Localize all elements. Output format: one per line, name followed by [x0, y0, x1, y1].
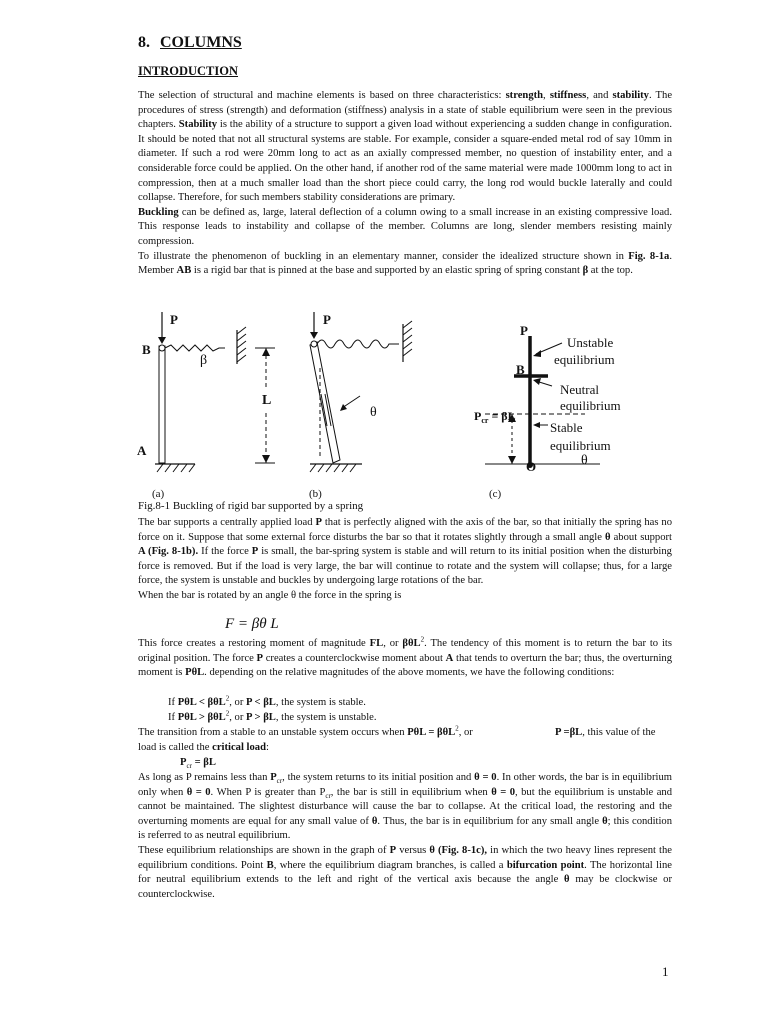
- label-c-theta: θ: [581, 453, 588, 468]
- equilibrium-text-block: [138, 771, 672, 902]
- condition-stable: If PθL < βθL$^2$, or P < βL, the system is stable.: [168, 694, 366, 708]
- paragraph-as-long: As long as P remains less than $P_{cr}$, the system returns to its initial position and θ = 0. In other words, the bar is in equilibrium only when θ = 0. When P is greater than $P_{cr}$, the bar is still in equilibrium when θ = 0, but the equilibrium is unstable and cannot be maintained. The slightest disturbance will cause the bar to collapse. At the critical load, the restoring and the overturning moments are equal for any small value of θ. Thus, the bar is in equilibrium for any small angle θ; this condition is referred to as neutral equilibrium.: [138, 772, 673, 842]
- paragraph-bar: The bar supports a centrally applied load P that is perfectly aligned with the axis of the bar, so that initially the spring has no force on it. Suppose that some external force disturbs the bar so that it rotates slightly through a small angle θ about support A (Fig. 8-1b). If the force P is small, the bar-spring system is stable and will return to its initial position when the disturbing force is removed. But if the load is very large, the bar will continue to rotate and the system will collapse; thus, for a large force, the system is unstable and buckles by undergoing large rotations of the bar.: [138, 517, 672, 587]
- paragraph-spring-force: When the bar is rotated by an angle θ the force in the spring is: [138, 589, 402, 601]
- diagram-a: [137, 312, 275, 500]
- caption-c: (c): [489, 488, 502, 500]
- diagram-c: [474, 323, 621, 500]
- label-neutral-2: equilibrium: [560, 398, 621, 413]
- bar-text-block: [138, 516, 672, 604]
- paragraph-moment: This force creates a restoring moment of magnitude FL, or βθL$^2$. The tendency of this moment is to return the bar to its original position. The force P creates a counterclockwise moment about A that tends to overturn the bar; thus, the overturning moment is PθL. depending on the relative magnitudes of the above moments, we have the following conditions:: [138, 635, 673, 679]
- paragraph-buckling: Buckling can be defined as, large, lateral deflection of a column owing to a small increase in an existing compressive load. This response leads to instability and collapse of the member. Columns are long, slender members resisting mainly compression.: [138, 206, 672, 247]
- paragraph-transition-line1-end: P =βL, this value of the: [555, 727, 656, 738]
- caption-a: (a): [152, 488, 165, 500]
- chapter-title: COLUMNS: [160, 34, 242, 51]
- label-a-l: L: [262, 393, 272, 408]
- intro-text-block: [138, 89, 672, 279]
- condition-unstable: If PθL > βθL$^2$, or P > βL, the system is unstable.: [168, 709, 377, 723]
- label-a-b: B: [142, 342, 151, 357]
- paragraph-illustrate: To illustrate the phenomenon of buckling in an elementary manner, consider the idealized structure shown in Fig. 8-1a. Member AB is a rigid bar that is pinned at the base and supported by an elastic spring of spring constant β at the top.: [138, 250, 672, 277]
- label-c-o: O: [526, 459, 537, 474]
- label-c-p: P: [520, 323, 528, 338]
- label-neutral-1: Neutral: [560, 382, 599, 397]
- figure-8-1: [130, 308, 650, 513]
- label-a-beta: β: [200, 353, 208, 368]
- label-stable-1: Stable: [550, 420, 583, 435]
- chapter-heading: [138, 34, 242, 52]
- moment-text-block: [138, 637, 672, 681]
- diagram-b: [309, 312, 412, 500]
- figure-caption: Fig.8-1 Buckling of rigid bar supported by a spring: [138, 500, 364, 512]
- caption-b: (b): [309, 488, 322, 500]
- label-b-theta: θ: [370, 405, 377, 420]
- label-a-a: A: [137, 443, 147, 458]
- paragraph-graph: These equilibrium relationships are shown in the graph of P versus θ (Fig. 8-1c), in which the two heavy lines represent the equilibrium conditions. Point B, where the equilibrium diagram branches, is called a bifurcation point. The horizontal line for neutral equilibrium extends to the left and right of the vertical axis because the angle θ may be clockwise or counterclockwise.: [138, 844, 672, 900]
- label-unstable-1: Unstable: [567, 335, 614, 350]
- critical-load-formula: $P_{cr} = \beta L$: [180, 757, 216, 771]
- label-b-p: P: [323, 312, 331, 327]
- label-a-p: P: [170, 312, 178, 327]
- page-number: 1: [662, 964, 669, 979]
- section-title: INTRODUCTION: [138, 64, 239, 78]
- paragraph-intro: The selection of structural and machine elements is based on three characteristics: strength, stiffness, and stability. The procedures of stress (strength) and deformation (stiffness) analysis in a state of stable equilibrium were seen in the previous chapters. Stability is the ability of a structure to support a given load without experiencing a sudden change in configuration. It should be noted that not all structural systems are stable. For example, consider a square-ended metal rod of say 10mm in diameter. If such a rod were 20mm long to act as an axially compressed member, no question of instability enter, and a considerable force could be applied. On the other hand, if another rod of the same material were made 1000mm long to act in compression, then at a much smaller load than the short piece could carry, the long rod would buckle laterally and could collapse. Therefore, for such members stability considerations are primary.: [138, 90, 673, 204]
- chapter-number: 8.: [138, 34, 150, 51]
- label-c-b: B: [516, 362, 525, 377]
- label-c-pcr: $P_{cr} = \beta L$: [474, 409, 516, 425]
- paragraph-transition-line1: The transition from a stable to an unstable system occurs when PθL = βθL$^2$, or: [138, 724, 473, 738]
- equation-spring-force: F = βθ L: [225, 616, 279, 632]
- label-unstable-2: equilibrium: [554, 352, 615, 367]
- paragraph-transition-line2: load is called the critical load:: [138, 742, 269, 753]
- label-stable-2: equilibrium: [550, 438, 611, 453]
